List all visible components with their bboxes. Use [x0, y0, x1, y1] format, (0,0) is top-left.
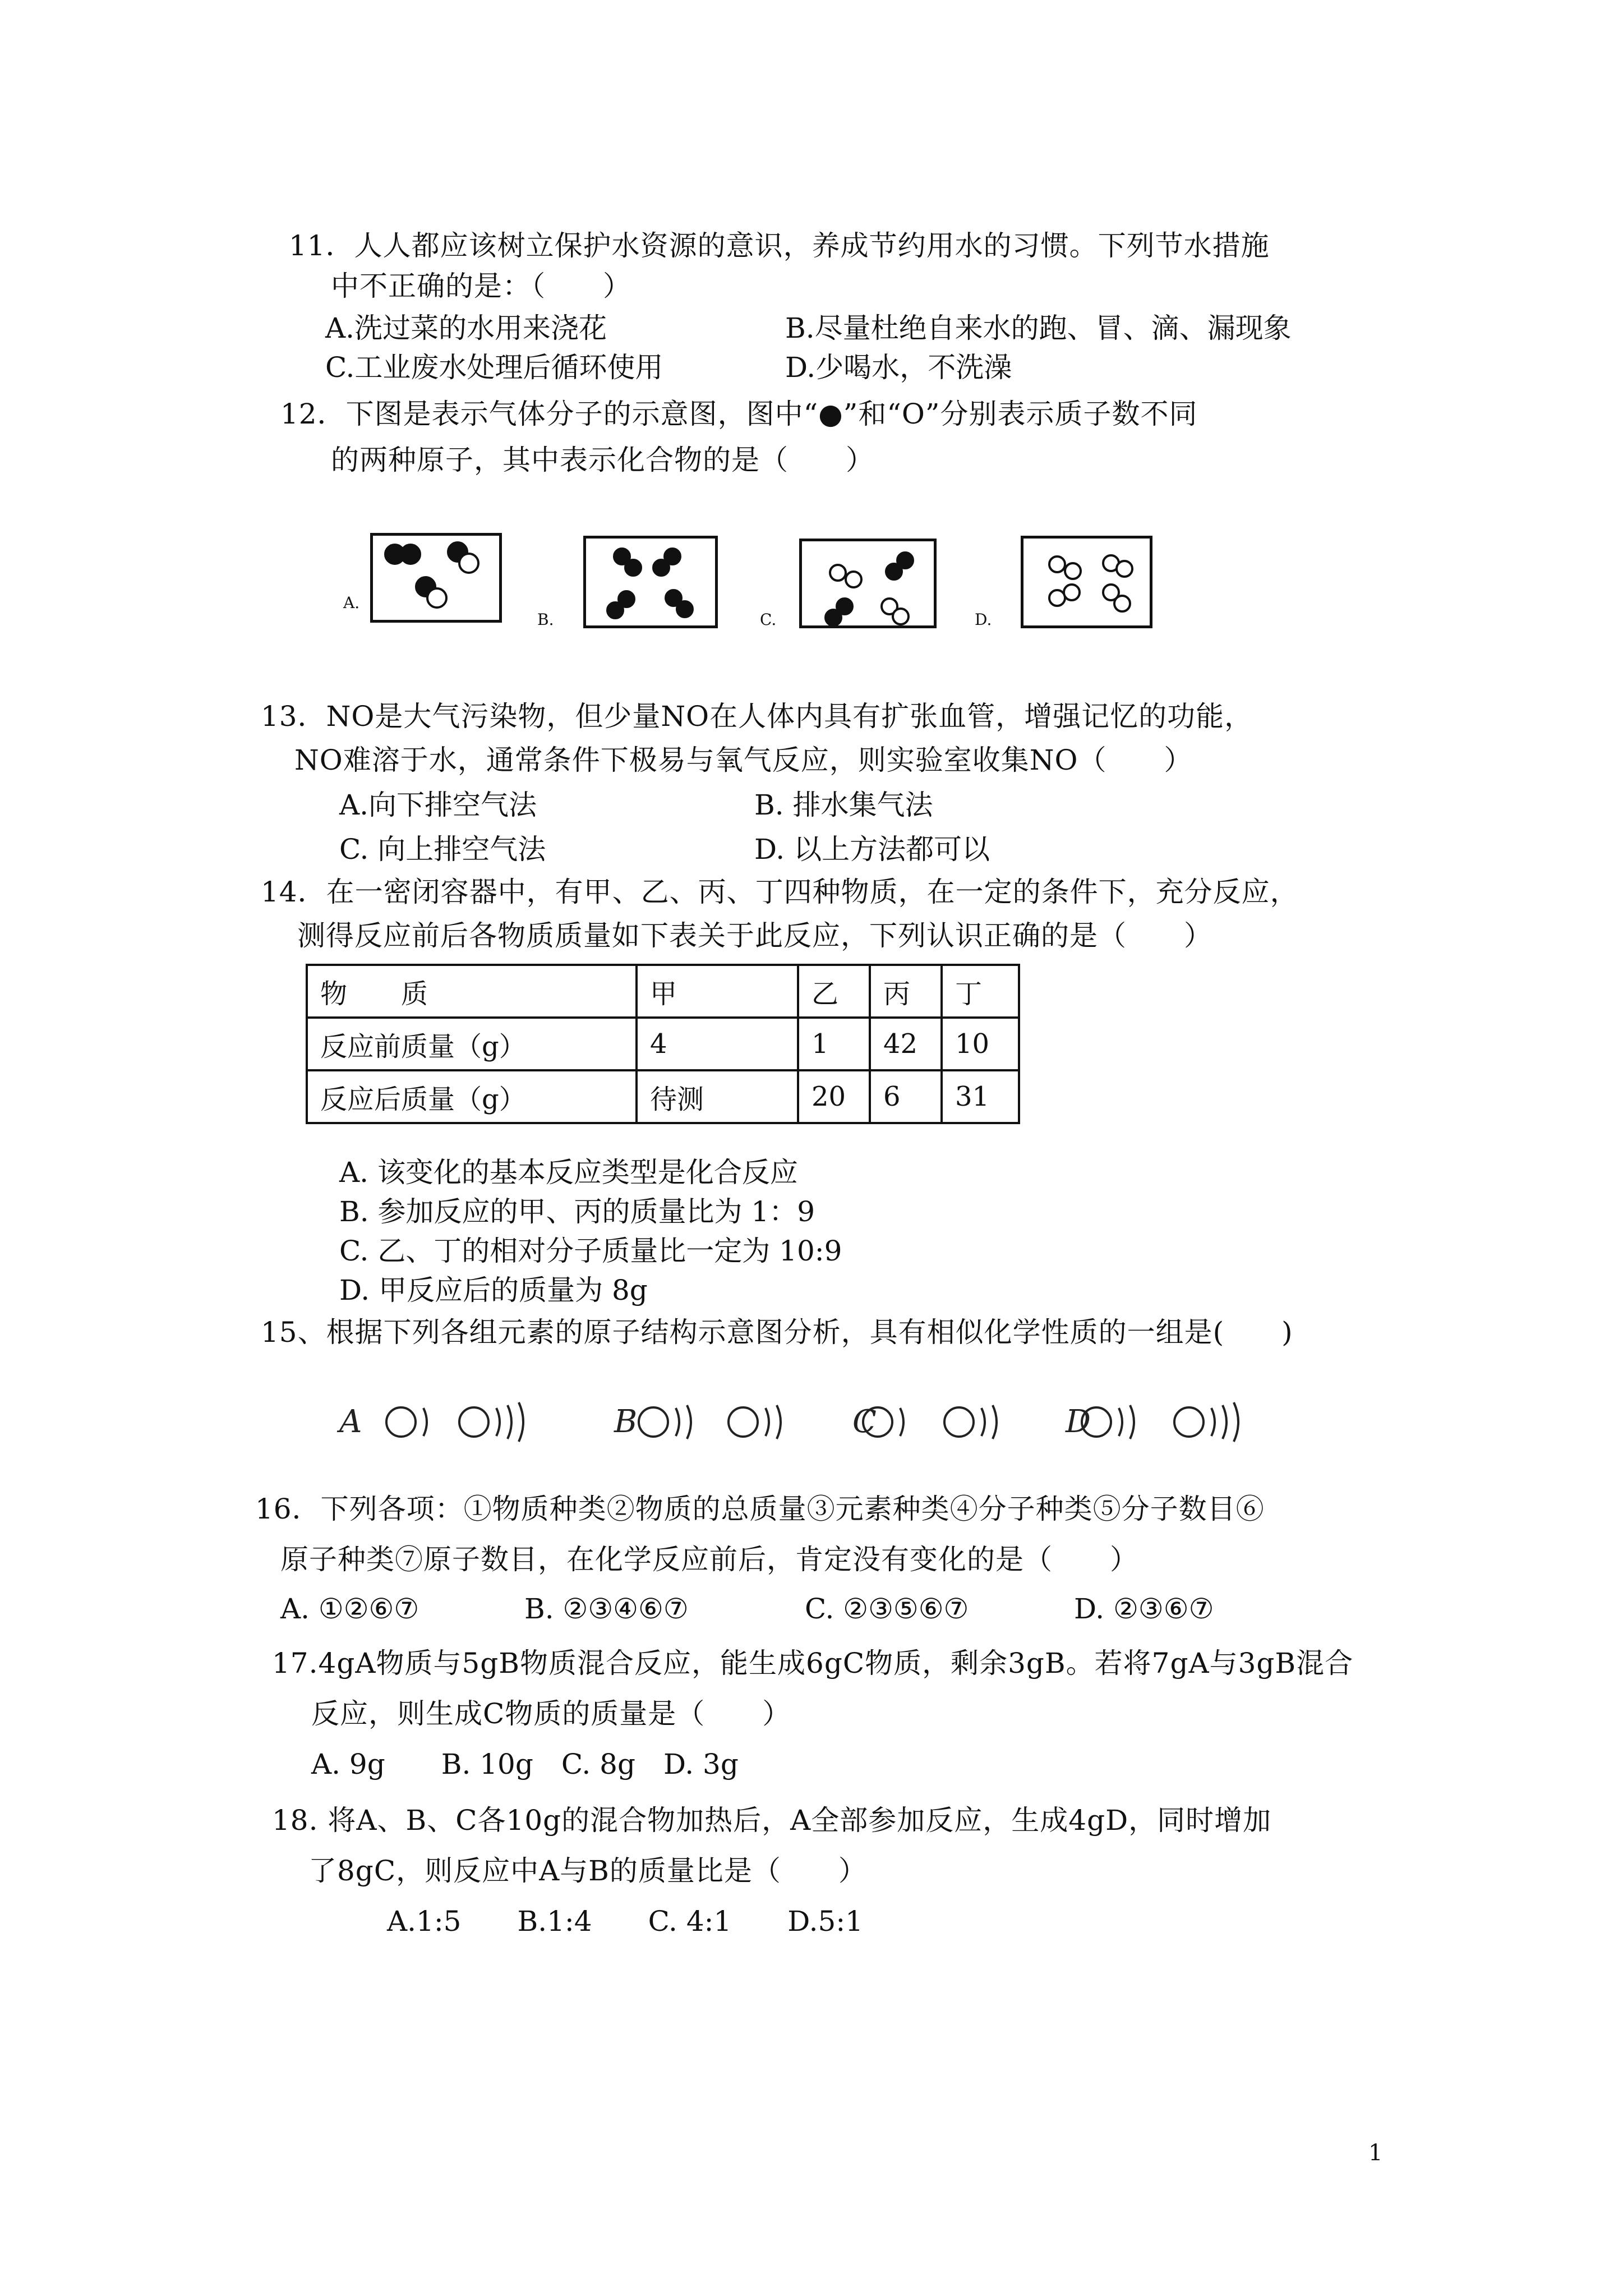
- diagram-label-d: D.: [975, 610, 992, 629]
- q11-option-d: D.少喝水，不洗澡: [785, 351, 1012, 384]
- diagram-label-a: A.: [343, 593, 360, 612]
- q18-stem-line2: 了8gC，则反应中A与B的质量比是（ ）: [308, 1855, 867, 1887]
- q14-option-b: B. 参加反应的甲、丙的质量比为 1：9: [339, 1195, 815, 1228]
- q11-option-b: B.尽量杜绝自来水的跑、冒、滴、漏现象: [785, 312, 1292, 344]
- q14-option-c: C. 乙、丁的相对分子质量比一定为 10:9: [339, 1235, 842, 1267]
- q17-options: A. 9g B. 10g C. 8g D. 3g: [311, 1748, 739, 1780]
- q13-option-d: D. 以上方法都可以: [754, 833, 990, 866]
- atom-filled: [652, 559, 670, 577]
- table-cell: 20: [798, 1070, 870, 1123]
- q14-option-a: A. 该变化的基本反应类型是化合反应: [339, 1156, 798, 1189]
- table-cell: 6: [870, 1070, 942, 1123]
- electron-shell: [676, 1408, 679, 1436]
- table-cell: 反应前质量（g）: [307, 1018, 637, 1070]
- electron-shell: [993, 1405, 997, 1439]
- electron-shell: [1234, 1402, 1238, 1442]
- atom-hollow: [1115, 560, 1133, 578]
- q15-label-a: A: [339, 1404, 362, 1440]
- diagram-c: [799, 539, 937, 628]
- table-header-row: [307, 965, 1019, 1018]
- atom-hollow: [1113, 595, 1131, 613]
- table-cell: 乙: [798, 965, 870, 1018]
- q14-stem-line1: 14．在一密闭容器中，有甲、乙、丙、丁四种物质，在一定的条件下，充分反应，: [261, 876, 1299, 908]
- atom-hollow: [845, 570, 863, 588]
- q16-option-c: C. ②③⑤⑥⑦: [805, 1593, 969, 1625]
- electron-shell: [981, 1408, 985, 1436]
- nucleus-circle: [639, 1407, 668, 1437]
- q13-stem-line1: 13．NO是大气污染物，但少量NO在人体内具有扩张血管，增强记忆的功能，: [261, 700, 1253, 733]
- table-cell: 4: [637, 1018, 798, 1070]
- q15-label-c: C: [852, 1404, 877, 1440]
- electron-shell: [423, 1408, 427, 1436]
- diagram-a: [370, 533, 502, 623]
- table-cell: 1: [798, 1018, 870, 1070]
- diagram-label-c: C.: [760, 610, 777, 629]
- q13-option-a: A.向下排空气法: [339, 789, 537, 821]
- q12-stem-line1: 12．下图是表示气体分子的示意图，图中“●”和“O”分别表示质子数不同: [280, 398, 1198, 430]
- diagram-label-b: B.: [537, 610, 554, 629]
- table-cell: 10: [942, 1018, 1019, 1070]
- table-row: [307, 1070, 1019, 1123]
- atom-filled: [824, 609, 842, 627]
- electron-shell: [508, 1405, 511, 1439]
- page-number: 1: [1368, 2140, 1383, 2166]
- diagram-b: [583, 536, 718, 628]
- q18-stem-line1: 18. 将A、B、C各10g的混合物加热后，A全部参加反应，生成4gD，同时增加: [272, 1804, 1272, 1837]
- q13-option-c: C. 向上排空气法: [339, 833, 546, 866]
- q11-stem-line2: 中不正确的是：（ ）: [331, 270, 631, 302]
- nucleus-circle: [944, 1407, 974, 1437]
- mass-table: [306, 964, 1020, 1124]
- atom-filled: [676, 600, 694, 618]
- q11-option-c: C.工业废水处理后循环使用: [325, 351, 663, 384]
- q16-stem-line2: 原子种类⑦原子数目，在化学反应前后，肯定没有变化的是（ ）: [280, 1543, 1138, 1576]
- atom-filled: [400, 544, 421, 565]
- atom-filled: [606, 601, 624, 619]
- atom-hollow: [426, 587, 448, 609]
- atom-hollow: [1063, 583, 1081, 601]
- electron-shell: [687, 1405, 691, 1439]
- table-cell: 丁: [942, 965, 1019, 1018]
- q16-option-a: A. ①②⑥⑦: [280, 1593, 419, 1625]
- atom-filled: [885, 563, 903, 581]
- table-cell: 物 质: [307, 965, 637, 1018]
- electron-shell: [1223, 1405, 1227, 1439]
- table-cell: 待测: [637, 1070, 798, 1123]
- electron-shell: [496, 1408, 500, 1436]
- electron-shell: [1119, 1408, 1122, 1436]
- q16-option-d: D. ②③⑥⑦: [1074, 1593, 1214, 1625]
- table-cell: 甲: [637, 965, 798, 1018]
- q17-stem-line2: 反应，则生成C物质的质量是（ ）: [311, 1697, 791, 1730]
- electron-shell: [1211, 1408, 1215, 1436]
- table-row: [307, 1018, 1019, 1070]
- q15-label-b: B: [614, 1404, 638, 1440]
- diagram-d: [1021, 536, 1152, 628]
- table-cell: 42: [870, 1018, 942, 1070]
- q15-stem: 15、根据下列各组元素的原子结构示意图分析，具有相似化学性质的一组是( ): [261, 1316, 1293, 1349]
- q11-option-a: A.洗过菜的水用来浇花: [325, 312, 607, 344]
- table-cell: 丙: [870, 965, 942, 1018]
- electron-shell: [519, 1402, 523, 1442]
- atom-hollow: [458, 553, 479, 574]
- q13-stem-line2: NO难溶于水，通常条件下极易与氧气反应，则实验室收集NO（ ）: [294, 744, 1193, 776]
- q11-stem-line1: 11．人人都应该树立保护水资源的意识，养成节约用水的习惯。下列节水措施: [289, 229, 1270, 262]
- q12-stem-line2: 的两种原子，其中表示化合物的是（ ）: [331, 444, 874, 476]
- table-cell: 31: [942, 1070, 1019, 1123]
- nucleus-circle: [728, 1407, 758, 1437]
- electron-shell: [900, 1408, 903, 1436]
- q14-option-d: D. 甲反应后的质量为 8g: [339, 1274, 648, 1306]
- q18-options: A.1:5 B.1:4 C. 4:1 D.5:1: [387, 1905, 863, 1938]
- atom-filled: [624, 559, 642, 577]
- q17-stem-line1: 17.4gA物质与5gB物质混合反应，能生成6gC物质，剩余3gB。若将7gA与3gB混合: [272, 1647, 1354, 1680]
- q16-option-b: B. ②③④⑥⑦: [524, 1593, 689, 1625]
- nucleus-circle: [1174, 1407, 1204, 1437]
- q13-option-b: B. 排水集气法: [754, 789, 933, 821]
- atom-hollow: [892, 608, 910, 625]
- electron-shell: [777, 1405, 781, 1439]
- atomic-structure-diagrams: [325, 1369, 1290, 1475]
- table-cell: 反应后质量（g）: [307, 1070, 637, 1123]
- nucleus-circle: [459, 1407, 488, 1437]
- nucleus-circle: [386, 1407, 416, 1437]
- electron-shell: [1130, 1405, 1134, 1439]
- electron-shell: [766, 1408, 769, 1436]
- q14-stem-line2: 测得反应前后各物质质量如下表关于此反应，下列认识正确的是（ ）: [297, 919, 1212, 952]
- q15-label-d: D: [1066, 1404, 1091, 1440]
- atom-hollow: [1064, 562, 1082, 580]
- q16-stem-line1: 16．下列各项：①物质种类②物质的总质量③元素种类④分子种类⑤分子数目⑥: [255, 1493, 1265, 1525]
